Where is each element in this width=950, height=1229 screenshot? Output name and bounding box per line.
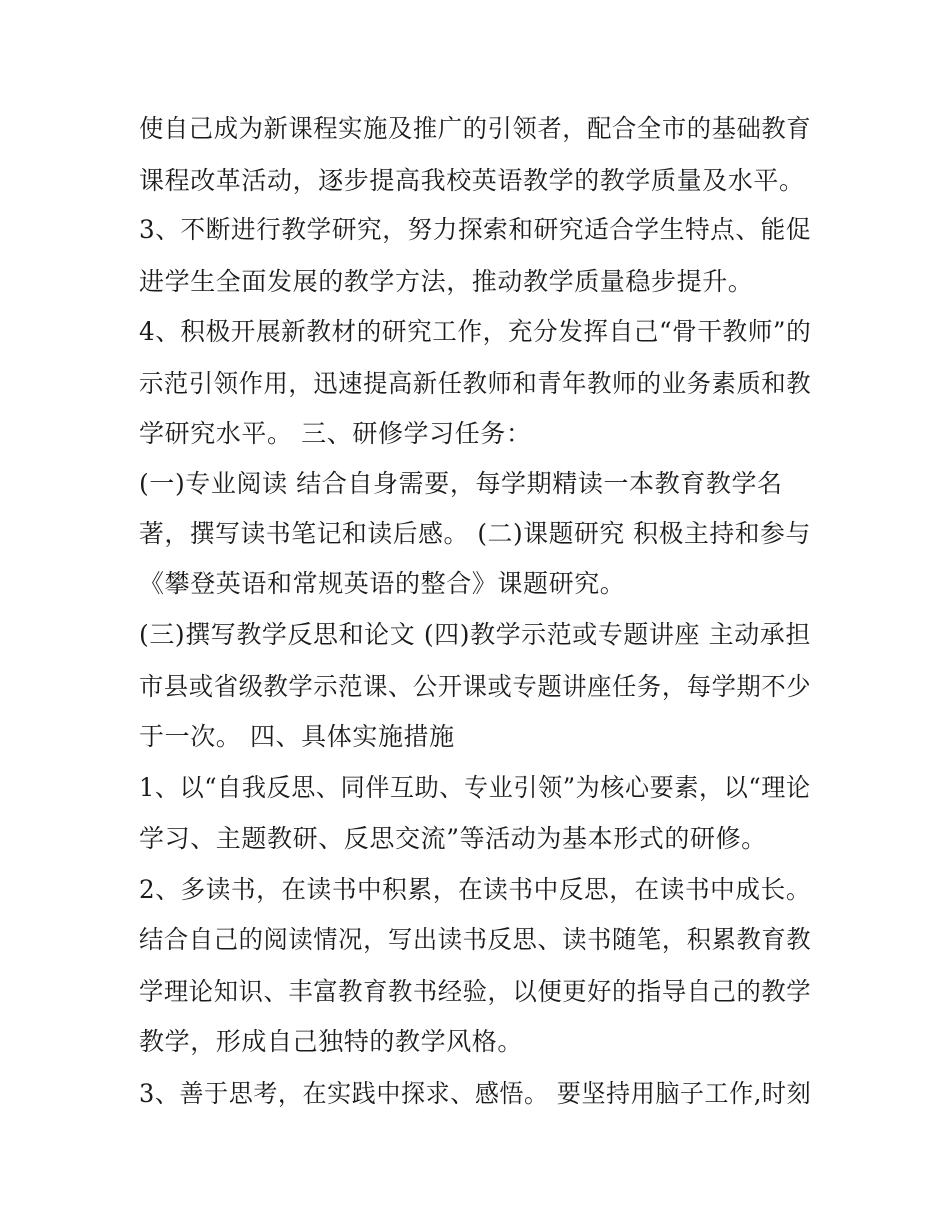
text-line: 《攀登英语和常规英语的整合》课题研究。	[139, 569, 626, 598]
text-line: 市县或省级教学示范课、公开课或专题讲座任务，每学期不少	[139, 672, 812, 701]
text-line: 4、积极开展新教材的研究工作，充分发挥自己“骨干教师”的	[139, 317, 812, 346]
text-line: 学理论知识、丰富教育教书经验，以便更好的指导自己的教学	[139, 977, 812, 1006]
text-line: 3、善于思考，在实践中探求、感悟。 要坚持用脑子工作,时刻	[139, 1079, 812, 1108]
text-line: (三)撰写教学反思和论文 (四)教学示范或专题讲座 主动承担	[139, 620, 811, 649]
text-line: 进学生全面发展的教学方法，推动教学质量稳步提升。	[139, 267, 754, 296]
text-line: (一)专业阅读 结合自身需要，每学期精读一本教育教学名	[139, 469, 783, 498]
text-line: 结合自己的阅读情况，写出读书反思、读书随笔，积累教育教	[139, 925, 812, 954]
text-line: 学研究水平。 三、研修学习任务：	[139, 419, 532, 448]
text-line: 著，撰写读书笔记和读后感。 (二)课题研究 积极主持和参与	[139, 519, 811, 548]
text-line: 学习、主题教研、反思交流”等活动为基本形式的研修。	[139, 824, 767, 853]
text-line: 1、以“自我反思、同伴互助、专业引领”为核心要素，以“理论	[139, 773, 811, 802]
text-line: 示范引领作用，迅速提高新任教师和青年教师的业务素质和教	[139, 369, 812, 398]
text-line: 教学，形成自己独特的教学风格。	[139, 1027, 524, 1056]
text-line: 于一次。 四、具体实施措施	[139, 722, 455, 751]
text-line: 3、不断进行教学研究，努力探索和研究适合学生特点、能促	[139, 215, 812, 244]
text-line: 使自己成为新课程实施及推广的引领者，配合全市的基础教育	[139, 114, 812, 143]
text-line: 课程改革活动，逐步提高我校英语教学的教学质量及水平。	[139, 166, 805, 195]
text-line: 2、多读书，在读书中积累，在读书中反思，在读书中成长。	[139, 875, 812, 904]
